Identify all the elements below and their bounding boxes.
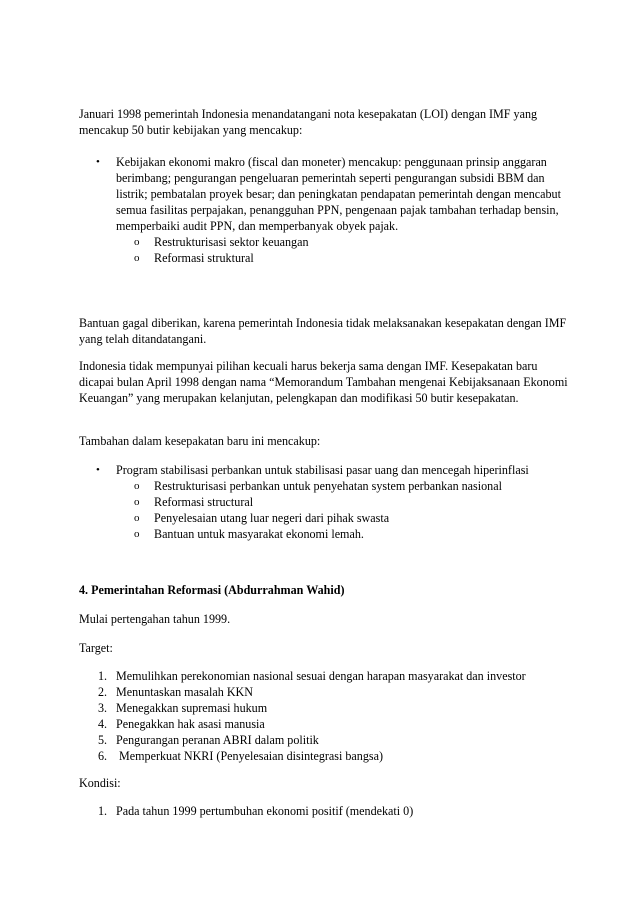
addendum-intro-paragraph: Tambahan dalam kesepakatan baru ini mencakup: — [79, 434, 321, 448]
addendum-subitem-text: Reformasi structural — [154, 495, 254, 509]
list-item — [79, 803, 599, 819]
list-item — [79, 668, 599, 684]
list-item — [79, 462, 569, 542]
list-item — [79, 478, 569, 494]
loi-subitem-text: Restrukturisasi sektor keuangan — [154, 235, 309, 249]
loi-intro-paragraph: Januari 1998 pemerintah Indonesia menandatangani nota kesepakatan (LOI) dengan IMF yang mencakup 50 butir kebijakan yang mencakup: — [79, 107, 538, 137]
list-number: 3. — [98, 701, 108, 715]
list-item — [79, 154, 569, 266]
kondisi-list — [79, 803, 599, 819]
list-number: 2. — [98, 685, 108, 699]
loi-sub-list — [116, 234, 569, 266]
target-text: Pengurangan peranan ABRI dalam politik — [116, 733, 319, 747]
list-item — [79, 684, 599, 700]
target-text: Memulihkan perekonomian nasional sesuai dengan harapan masyarakat dan investor — [116, 669, 526, 683]
kondisi-text: Pada tahun 1999 pertumbuhan ekonomi positif (mendekati 0) — [116, 804, 414, 818]
addendum-bullet-text: Program stabilisasi perbankan untuk stabilisasi pasar uang dan mencegah hiperinflasi — [116, 463, 529, 477]
addendum-sub-list — [116, 478, 569, 542]
kondisi-label: Kondisi: — [79, 776, 121, 790]
circle-bullet-icon: o — [134, 512, 140, 524]
list-item — [79, 748, 599, 764]
failed-aid-paragraph: Bantuan gagal diberikan, karena pemerintah Indonesia tidak melaksanakan kesepakatan dengan IMF yang telah ditandatangani. — [79, 316, 567, 346]
list-item — [79, 526, 569, 542]
target-text: Menegakkan supremasi hukum — [116, 701, 268, 715]
loi-subitem-text: Reformasi struktural — [154, 251, 254, 265]
list-item — [79, 510, 569, 526]
addendum-bullet-list — [79, 462, 569, 542]
target-text: Menuntaskan masalah KKN — [116, 685, 254, 699]
list-number: 6. — [98, 749, 108, 763]
loi-bullet-text: Kebijakan ekonomi makro (fiscal dan moneter) mencakup: penggunaan prinsip anggaran berimbang; pengurangan pengeluaran pemerintah seperti pengurangan subsidi BBM dan listrik; pembatalan proyek besar; dan peningkatan pendapatan pemerintah dengan mencabut semua fasilitas perpajakan, penangguhan PPN, pengenaan pajak tambahan terhadap bensin, memperbaiki audit PPN, dan memperbanyak obyek pajak. — [116, 155, 561, 233]
target-list — [79, 668, 599, 764]
list-item — [79, 250, 569, 266]
list-number: 1. — [98, 804, 108, 818]
bullet-icon: • — [96, 464, 100, 476]
list-number: 4. — [98, 717, 108, 731]
list-number: 1. — [98, 669, 108, 683]
list-item — [79, 700, 599, 716]
circle-bullet-icon: o — [134, 496, 140, 508]
list-item — [79, 494, 569, 510]
target-text: Penegakkan hak asasi manusia — [116, 717, 265, 731]
section-heading: 4. Pemerintahan Reformasi (Abdurrahman Wahid) — [79, 583, 345, 597]
list-item — [79, 732, 599, 748]
circle-bullet-icon: o — [134, 236, 140, 248]
list-number: 5. — [98, 733, 108, 747]
start-date-paragraph: Mulai pertengahan tahun 1999. — [79, 612, 231, 626]
bullet-icon: • — [96, 156, 100, 168]
target-label: Target: — [79, 641, 113, 655]
addendum-subitem-text: Restrukturisasi perbankan untuk penyehatan system perbankan nasional — [154, 479, 502, 493]
memorandum-paragraph: Indonesia tidak mempunyai pilihan kecuali harus bekerja sama dengan IMF. Kesepakatan baru dicapai bulan April 1998 dengan nama “Memorandum Tambahan mengenai Kebijaksanaan Ekonomi Keuangan” yang merupakan kelanjutan, pelengkapan dan modifikasi 50 butir kesepakatan. — [79, 359, 568, 405]
addendum-subitem-text: Penyelesaian utang luar negeri dari pihak swasta — [154, 511, 390, 525]
loi-bullet-list — [79, 154, 569, 266]
circle-bullet-icon: o — [134, 480, 140, 492]
list-item — [79, 716, 599, 732]
circle-bullet-icon: o — [134, 528, 140, 540]
list-item — [79, 234, 569, 250]
circle-bullet-icon: o — [134, 252, 140, 264]
target-text: Memperkuat NKRI (Penyelesaian disintegrasi bangsa) — [116, 749, 383, 763]
addendum-subitem-text: Bantuan untuk masyarakat ekonomi lemah. — [154, 527, 364, 541]
